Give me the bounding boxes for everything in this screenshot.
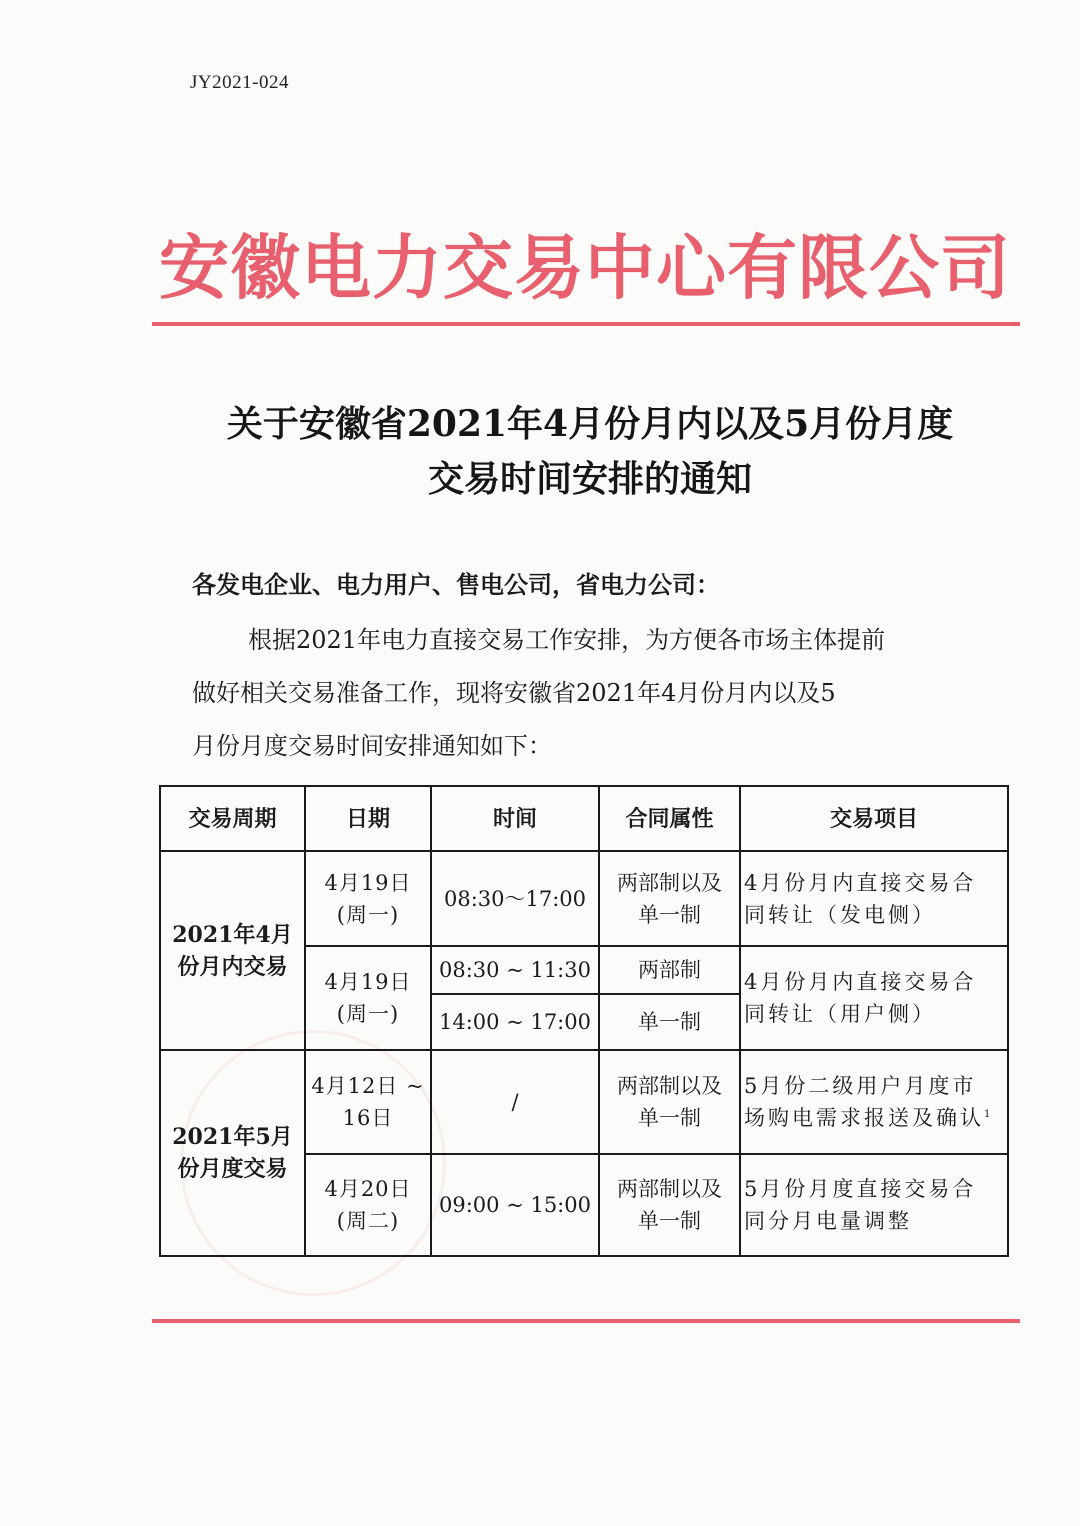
period-cell-may: 2021年5月 份月度交易: [160, 1050, 305, 1256]
trade-item-cell: 4月份月内直接交易合 同转让（用户侧）: [740, 946, 1008, 1050]
table-header-row: [160, 786, 1008, 851]
time-cell: 09:00 ~ 15:00: [431, 1154, 599, 1256]
trade-item-cell: 5月份二级用户月度市 场购电需求报送及确认$^1$: [740, 1050, 1008, 1154]
table-row: [160, 1050, 1008, 1154]
time-cell: 08:30 ~ 11:30: [431, 946, 599, 994]
organization-title: 安徽电力交易中心有限公司: [159, 226, 1011, 309]
footnote-marker: 1: [984, 1109, 994, 1120]
table-row: [160, 851, 1008, 946]
notice-title-line2: 交易时间安排的通知: [427, 458, 752, 500]
contract-attr-cell: 两部制以及 单一制: [599, 1050, 740, 1154]
header-period: 交易周期: [160, 786, 305, 851]
time-cell: /: [431, 1050, 599, 1154]
contract-attr-cell: 两部制以及 单一制: [599, 851, 740, 946]
body-text-line1: 根据2021年电力直接交易工作安排，为方便各市场主体提前: [248, 626, 886, 654]
contract-attr-cell: 两部制: [599, 946, 740, 994]
time-cell: 14:00 ~ 17:00: [431, 994, 599, 1050]
date-cell: 4月19日 (周一): [305, 946, 431, 1050]
date-cell: 4月20日 (周二): [305, 1154, 431, 1256]
time-cell: 08:30～17:00: [431, 851, 599, 946]
header-contract-attr: 合同属性: [599, 786, 740, 851]
contract-attr-cell: 单一制: [599, 994, 740, 1050]
body-text-line3: 月份月度交易时间安排通知如下：: [192, 732, 552, 760]
header-date: 日期: [305, 786, 431, 851]
header-trade-item: 交易项目: [740, 786, 1008, 851]
trade-item-cell: 5月份月度直接交易合 同分月电量调整: [740, 1154, 1008, 1256]
date-cell: 4月12日 ~ 16日: [305, 1050, 431, 1154]
date-cell: 4月19日 (周一): [305, 851, 431, 946]
header-time: 时间: [431, 786, 599, 851]
footer-red-rule: [152, 1319, 1020, 1323]
notice-title-line1: 关于安徽省2021年4月份月内以及5月份月度: [226, 403, 954, 445]
trade-item-cell: 4月份月内直接交易合 同转让（发电侧）: [740, 851, 1008, 946]
period-cell-april: 2021年4月 份月内交易: [160, 851, 305, 1050]
header-red-rule: [152, 322, 1020, 326]
contract-attr-cell: 两部制以及 单一制: [599, 1154, 740, 1256]
schedule-table: [159, 785, 1009, 1257]
addressee: 各发电企业、电力用户、售电公司，省电力公司：: [192, 570, 720, 599]
document-number: JY2021-024: [190, 72, 289, 93]
body-text-line2: 做好相关交易准备工作，现将安徽省2021年4月份月内以及5: [192, 679, 836, 707]
